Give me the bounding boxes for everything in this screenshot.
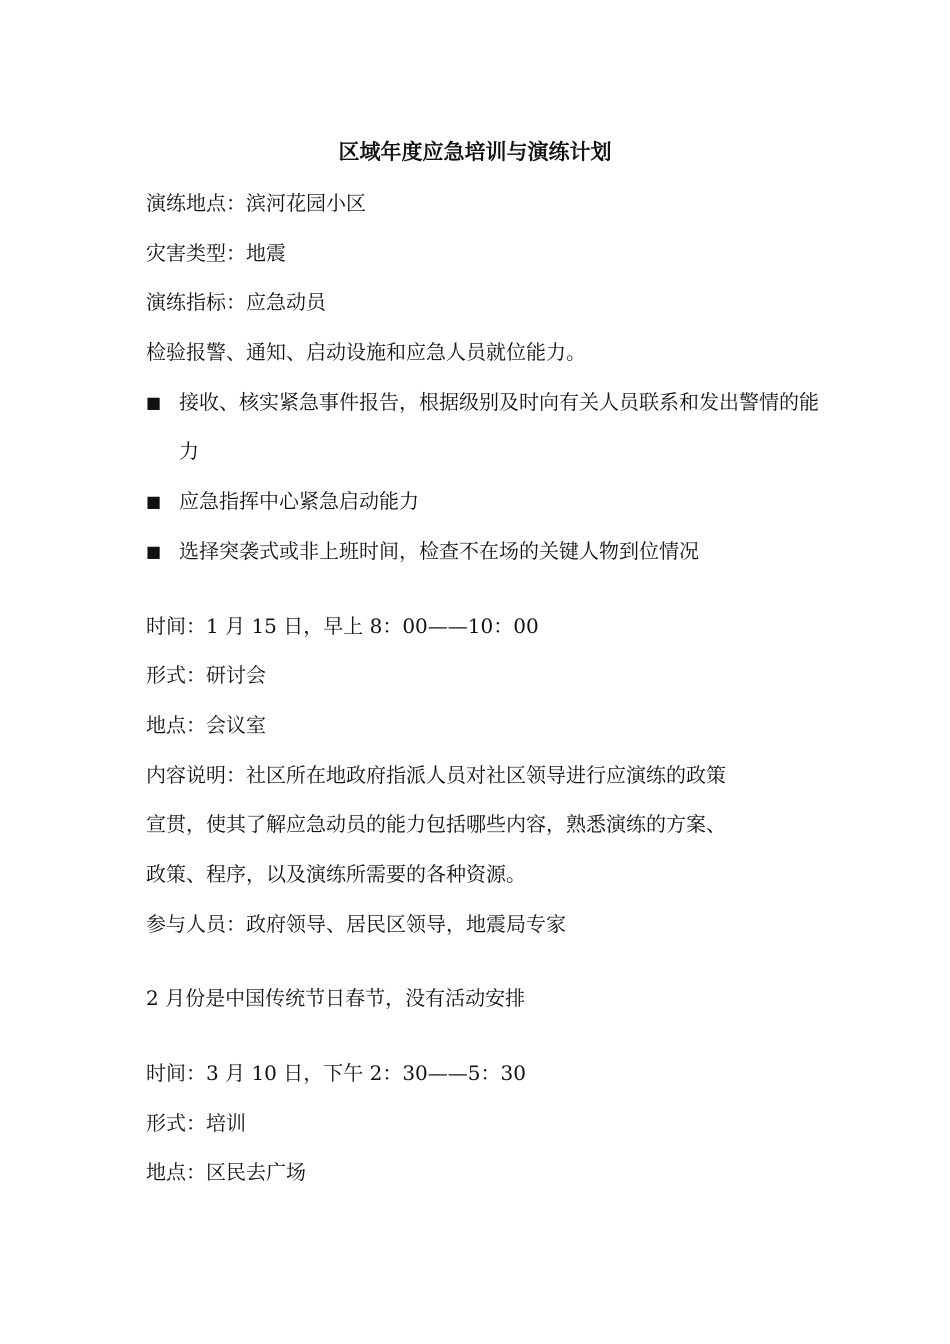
mar-time: 时间：3 月 10 日，下午 2：30——5：30 bbox=[146, 1061, 526, 1086]
jan-content-line: 政策、程序，以及演练所需要的各种资源。 bbox=[146, 862, 526, 886]
document-body bbox=[146, 179, 826, 1198]
jan-time: 时间：1 月 15 日，早上 8：00——10：00 bbox=[146, 613, 539, 638]
jan-place: 地点：会议室 bbox=[146, 712, 266, 737]
bullet-text: 接收、核实紧急事件报告，根据级别及时向有关人员联系和发出警情的能力 bbox=[179, 389, 819, 464]
paragraph-gap bbox=[146, 1024, 826, 1049]
bullet-text: 选择突袭式或非上班时间，检查不在场的关键人物到位情况 bbox=[179, 538, 699, 563]
square-bullet-icon: ■ bbox=[146, 492, 162, 512]
jan-participants: 参与人员：政府领导、居民区领导，地震局专家 bbox=[146, 911, 566, 936]
mar-form: 形式：培训 bbox=[146, 1110, 246, 1135]
jan-content-line: 宣贯，使其了解应急动员的能力包括哪些内容，熟悉演练的方案、 bbox=[146, 812, 726, 837]
hazard-type: 灾害类型：地震 bbox=[146, 240, 286, 265]
drill-indicator: 演练指标：应急动员 bbox=[146, 290, 326, 315]
square-bullet-icon: ■ bbox=[146, 541, 162, 561]
bullet-text: 应急指挥中心紧急启动能力 bbox=[179, 489, 419, 514]
drill-location: 演练地点：滨河花园小区 bbox=[146, 191, 366, 215]
document-title: 区域年度应急培训与演练计划 bbox=[338, 140, 612, 164]
check-description: 检验报警、通知、启动设施和应急人员就位能力。 bbox=[146, 340, 586, 365]
bullet-item bbox=[146, 527, 826, 577]
paragraph-gap bbox=[146, 577, 826, 602]
jan-form: 形式：研讨会 bbox=[146, 663, 266, 688]
feb-note: 2 月份是中国传统节日春节，没有活动安排 bbox=[146, 986, 526, 1011]
bullet-item bbox=[146, 477, 826, 527]
paragraph-gap bbox=[146, 949, 826, 974]
mar-place: 地点：区民去广场 bbox=[146, 1160, 306, 1185]
square-bullet-icon: ■ bbox=[146, 392, 162, 412]
jan-content-line: 内容说明：社区所在地政府指派人员对社区领导进行应演练的政策 bbox=[146, 762, 726, 787]
bullet-item bbox=[146, 378, 826, 477]
